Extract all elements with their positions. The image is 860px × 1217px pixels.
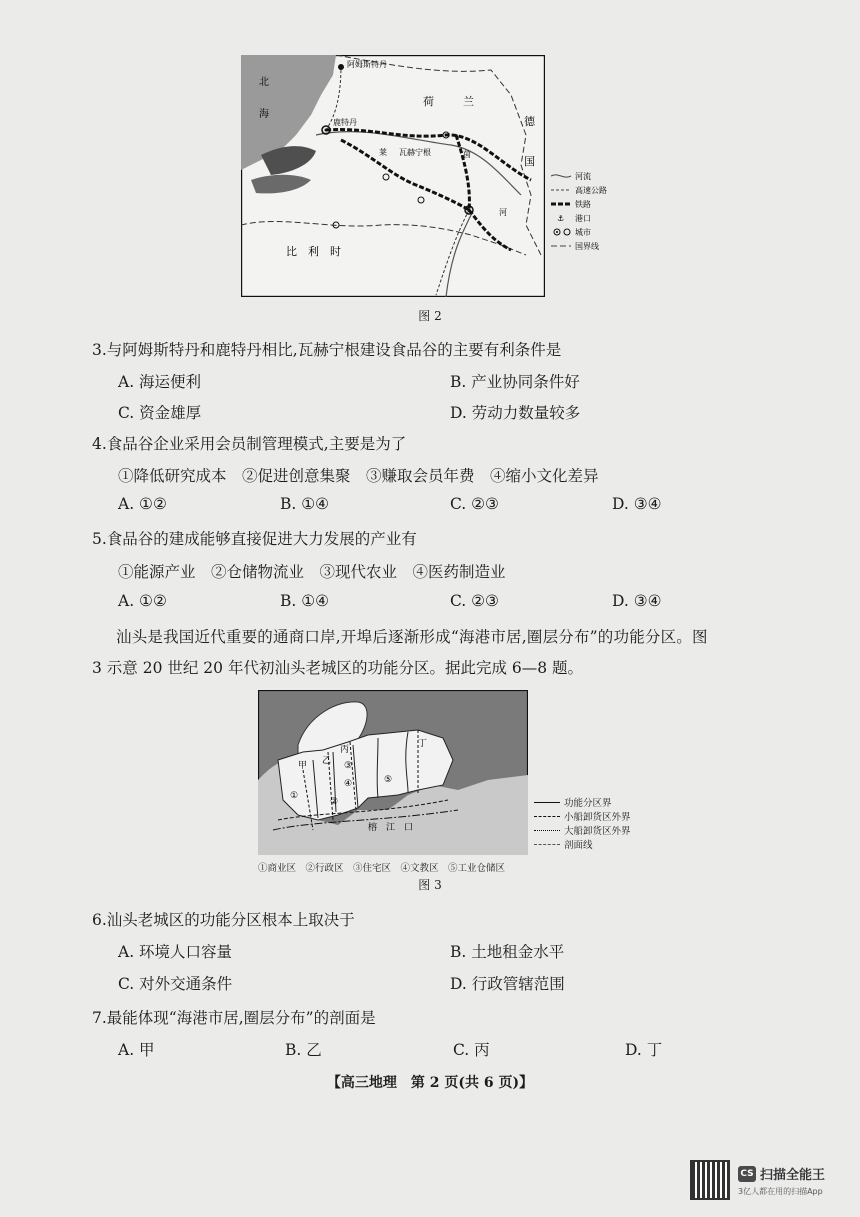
anchor-icon: ⚓ xyxy=(557,214,565,223)
q6-option-b[interactable]: B. 土地租金水平 xyxy=(450,943,565,961)
figure-2-caption: 图 2 xyxy=(418,309,442,323)
legend-big-boat: 大船卸货区外界 xyxy=(564,826,631,837)
q7-option-d[interactable]: D. 丁 xyxy=(625,1041,663,1059)
label-zone-5: ⑤ xyxy=(384,775,393,785)
q5-option-c[interactable]: C. ②③ xyxy=(450,592,499,610)
label-netherlands-1: 荷 xyxy=(423,95,434,108)
label-rhine-3: 河 xyxy=(499,208,507,217)
label-north-sea-2: 海 xyxy=(259,109,269,120)
q3-option-b[interactable]: B. 产业协同条件好 xyxy=(450,373,580,391)
label-rhine-2: 茵 xyxy=(463,150,471,159)
figure-3-map xyxy=(258,690,528,855)
legend-border: 国界线 xyxy=(575,242,599,251)
legend-city: 城市 xyxy=(575,228,591,237)
figure-2-legend xyxy=(549,168,629,258)
label-germany-2: 国 xyxy=(524,155,535,168)
label-zone-1: ① xyxy=(290,791,299,801)
label-zone-4: ④ xyxy=(344,779,353,789)
legend-profile: 剖面线 xyxy=(564,840,593,851)
q4-option-b[interactable]: B. ①④ xyxy=(280,495,330,513)
q5-option-a[interactable]: A. ①② xyxy=(118,592,167,610)
q5-option-d[interactable]: D. ③④ xyxy=(612,592,662,610)
figure-3-key: ①商业区 ②行政区 ③住宅区 ④文教区 ⑤工业仓储区 xyxy=(258,863,506,874)
label-netherlands-2: 兰 xyxy=(463,95,474,108)
figure-3-caption: 图 3 xyxy=(418,878,442,892)
passage-line-2: 3 示意 20 世纪 20 年代初汕头老城区的功能分区。据此完成 6—8 题。 xyxy=(92,659,584,677)
scanner-app-name: 扫描全能王 xyxy=(760,1168,826,1183)
q7-option-a[interactable]: A. 甲 xyxy=(118,1041,155,1059)
question-5-stem: 5.食品谷的建成能够直接促进大力发展的产业有 xyxy=(92,530,417,548)
legend-boundary: 功能分区界 xyxy=(564,798,612,809)
label-ding: 丁 xyxy=(418,739,428,749)
label-wageningen: 瓦赫宁根 xyxy=(399,148,431,157)
label-amsterdam: 阿姆斯特丹 xyxy=(347,60,387,69)
camscanner-logo-icon: CS xyxy=(738,1166,756,1182)
q4-option-c[interactable]: C. ②③ xyxy=(450,495,499,513)
label-bing: 丙 xyxy=(340,745,350,755)
label-rongjiang: 榕 江 口 xyxy=(368,823,414,833)
passage xyxy=(92,622,782,684)
label-north-sea-1: 北 xyxy=(259,77,269,88)
figure-2-map xyxy=(241,55,545,297)
label-rotterdam: 鹿特丹 xyxy=(333,118,357,127)
q3-option-d[interactable]: D. 劳动力数量较多 xyxy=(450,404,581,422)
label-belgium: 比 利 时 xyxy=(286,245,341,258)
question-5-items: ①能源产业 ②仓储物流业 ③现代农业 ④医药制造业 xyxy=(118,563,506,581)
legend-small-boat: 小船卸货区外界 xyxy=(564,812,631,823)
q7-option-c[interactable]: C. 丙 xyxy=(453,1041,490,1059)
question-3-stem: 3.与阿姆斯特丹和鹿特丹相比,瓦赫宁根建设食品谷的主要有利条件是 xyxy=(92,341,562,359)
q4-option-a[interactable]: A. ①② xyxy=(118,495,167,513)
q4-option-d[interactable]: D. ③④ xyxy=(612,495,662,513)
label-jia: 甲 xyxy=(298,761,308,771)
passage-line-1: 汕头是我国近代重要的通商口岸,开埠后逐渐形成“海港市居,圈层分布”的功能分区。图 xyxy=(116,628,708,646)
q6-option-a[interactable]: A. 环境人口容量 xyxy=(118,943,233,961)
label-zone-2: ② xyxy=(330,797,339,807)
scanner-watermark xyxy=(690,1160,850,1206)
legend-river: 河流 xyxy=(575,172,591,181)
figure-3-legend xyxy=(534,795,674,851)
q7-option-b[interactable]: B. 乙 xyxy=(285,1041,322,1059)
question-7-stem: 7.最能体现“海港市居,圈层分布”的剖面是 xyxy=(92,1009,376,1027)
q3-option-c[interactable]: C. 资金雄厚 xyxy=(118,404,202,422)
q6-option-c[interactable]: C. 对外交通条件 xyxy=(118,975,233,993)
legend-highway: 高速公路 xyxy=(575,186,607,195)
q5-option-b[interactable]: B. ①④ xyxy=(280,592,330,610)
page-footer: 【高三地理 第 2 页(共 6 页)】 xyxy=(326,1075,534,1091)
legend-port: 港口 xyxy=(575,214,591,223)
question-4-stem: 4.食品谷企业采用会员制管理模式,主要是为了 xyxy=(92,435,407,453)
question-6-stem: 6.汕头老城区的功能分区根本上取决于 xyxy=(92,911,355,929)
label-zone-3: ③ xyxy=(344,761,353,771)
label-yi: 乙 xyxy=(322,756,332,766)
scanner-slogan: 3亿人都在用的扫描App xyxy=(738,1187,823,1196)
label-rhine-1: 莱 xyxy=(379,148,387,157)
q6-option-d[interactable]: D. 行政管辖范围 xyxy=(450,975,565,993)
question-4-items: ①降低研究成本 ②促进创意集聚 ③赚取会员年费 ④缩小文化差异 xyxy=(118,467,599,485)
label-germany-1: 德 xyxy=(524,115,535,128)
q3-option-a[interactable]: A. 海运便利 xyxy=(118,373,202,391)
legend-railway: 铁路 xyxy=(575,200,591,209)
qr-code-icon xyxy=(690,1160,730,1200)
